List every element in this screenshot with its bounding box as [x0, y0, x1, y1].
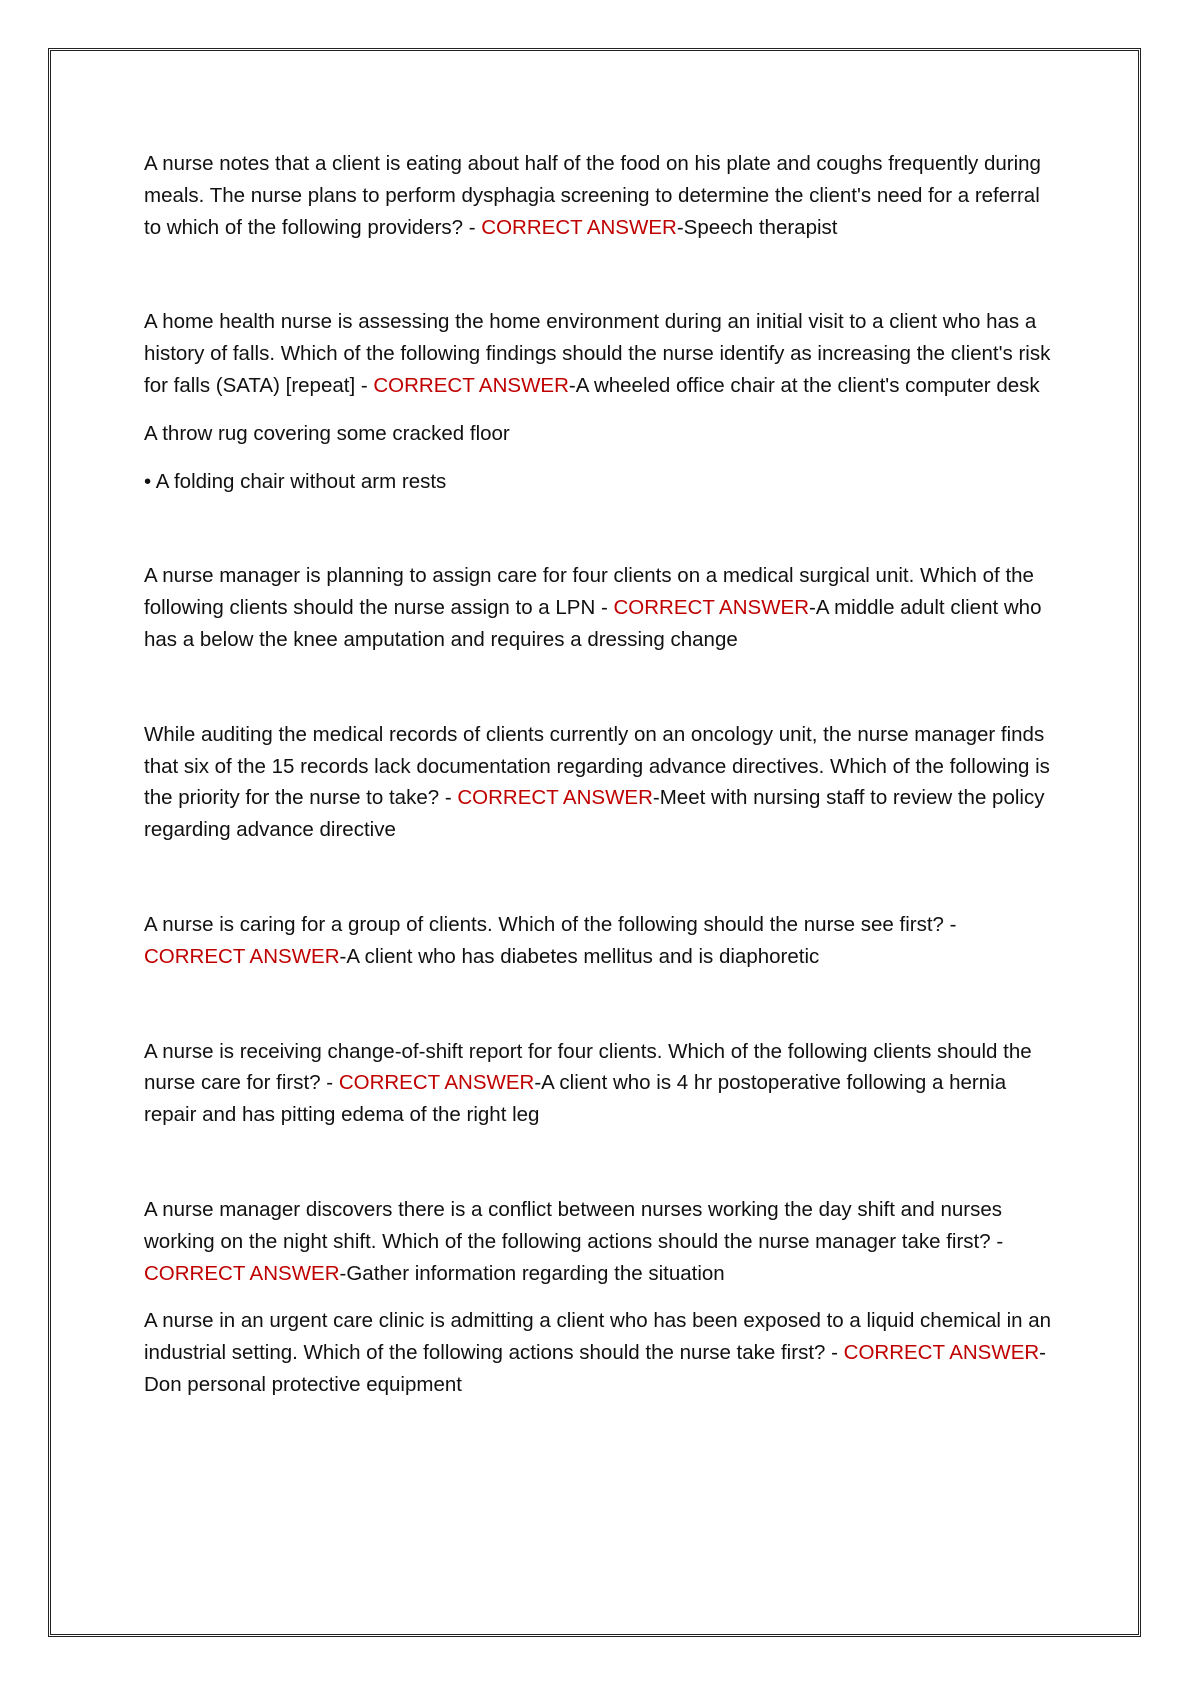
question-text: A nurse manager is planning to assign care for four clients on a medical surgical unit. Which of the following clients should the nurse assign to a LPN - [144, 564, 1034, 620]
correct-answer-label: CORRECT ANSWER [457, 786, 653, 810]
answer-text: -A middle adult client who has a below the knee amputation and requires a dressing change [144, 596, 1042, 651]
answer-text: -Meet with nursing staff to review the policy regarding advance directive [144, 786, 1045, 842]
question-text: A nurse in an urgent care clinic is admitting a client who has been exposed to a liquid chemical in an industrial setting. Which of the following actions should the nurse take first? - [144, 1309, 1052, 1365]
document-body [144, 148, 1054, 1401]
answer-text: -Gather information regarding the situation [339, 1261, 725, 1285]
question-text: A nurse is caring for a group of clients. Which of the following should the nurse see first? - [144, 912, 957, 936]
qa-item [144, 306, 1054, 401]
question-text: A nurse is receiving change-of-shift report for four clients. Which of the following clients should the nurse care for first? - [144, 1039, 1032, 1095]
answer-extra-line: • A folding chair without arm rests [144, 469, 447, 493]
question-text: While auditing the medical records of clients currently on an oncology unit, the nurse manager finds that six of the 15 records lack documentation regarding advance directives. Which of the following is the priority for the nurse to take? - [144, 722, 1050, 810]
qa-item [144, 1305, 1054, 1400]
answer-text: -Don personal protective equipment [144, 1341, 1046, 1396]
correct-answer-label: CORRECT ANSWER [481, 215, 677, 239]
qa-item [144, 560, 1054, 655]
correct-answer-label: CORRECT ANSWER [843, 1341, 1040, 1365]
answer-text: -A wheeled office chair at the client's computer desk [568, 373, 1040, 397]
qa-item [144, 909, 1054, 973]
qa-item [144, 148, 1054, 243]
correct-answer-label: CORRECT ANSWER [338, 1071, 535, 1095]
answer-text: -Speech therapist [676, 215, 838, 239]
correct-answer-label: CORRECT ANSWER [373, 373, 569, 397]
qa-item [144, 1194, 1054, 1289]
question-text: A nurse notes that a client is eating about half of the food on his plate and coughs frequently during meals. The nurse plans to perform dysphagia screening to determine the client's need for a referral to which of the following providers? - [144, 152, 1041, 239]
answer-text: -A client who is 4 hr postoperative following a hernia repair and has pitting edema of the right leg [144, 1071, 1007, 1127]
answer-extra-line: A throw rug covering some cracked floor [144, 421, 510, 445]
correct-answer-label: CORRECT ANSWER [144, 1261, 340, 1285]
correct-answer-label: CORRECT ANSWER [613, 596, 810, 620]
question-text: A nurse manager discovers there is a conflict between nurses working the day shift and nurses working on the night shift. Which of the following actions should the nurse manager take first? - [144, 1197, 1004, 1253]
qa-item [144, 1036, 1054, 1131]
answer-text: -A client who has diabetes mellitus and is diaphoretic [339, 944, 820, 968]
correct-answer-label: CORRECT ANSWER [144, 944, 340, 968]
qa-item [144, 719, 1054, 846]
question-text: A home health nurse is assessing the home environment during an initial visit to a client who has a history of falls. Which of the following findings should the nurse identify as increasing the client's risk for falls (SATA) [repeat] - [144, 310, 1051, 397]
